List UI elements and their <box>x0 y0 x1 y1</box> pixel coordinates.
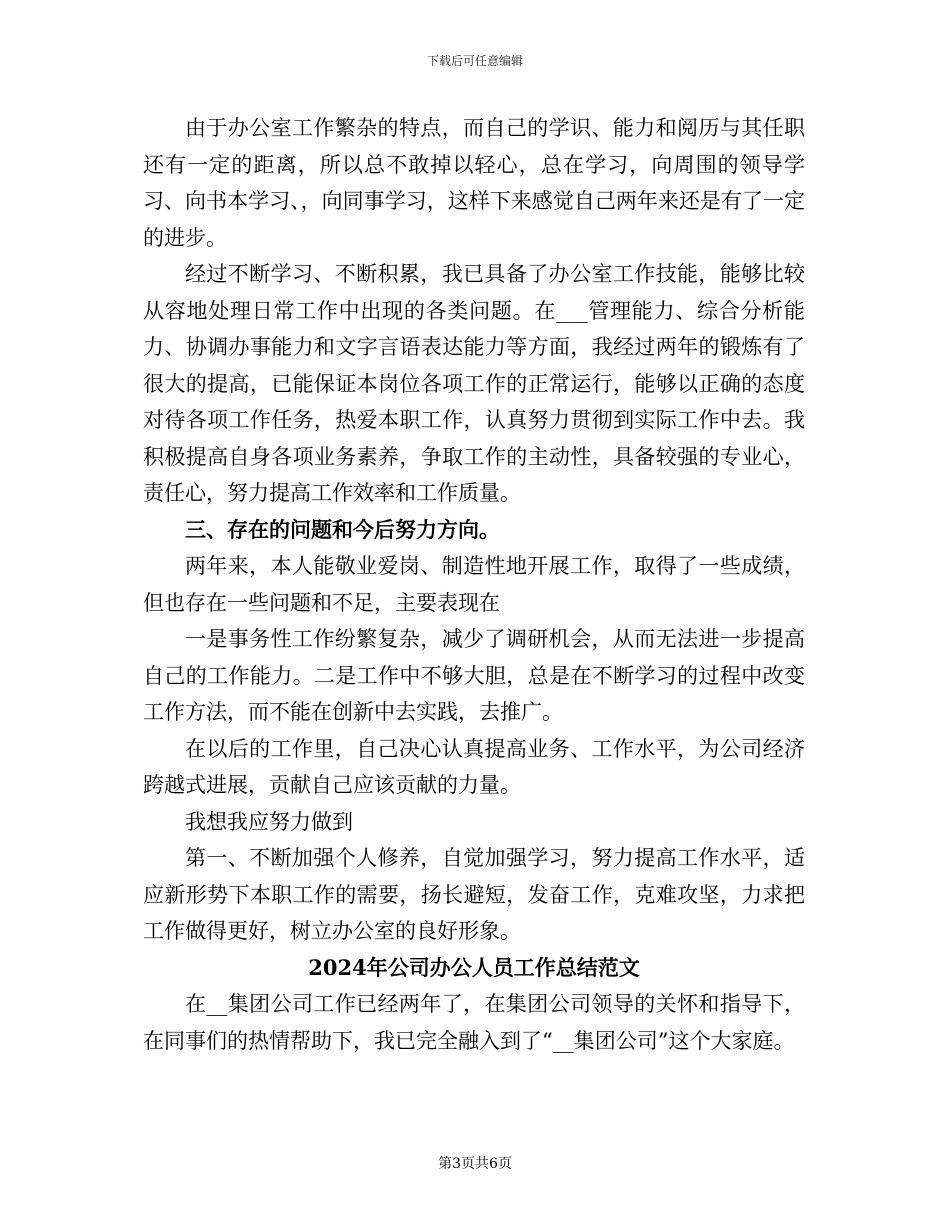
paragraph: 我想我应努力做到 <box>185 809 353 834</box>
paragraph: 在__集团公司工作已经两年了，在集团公司领导的关怀和指导下，在同事们的热情帮助下，我已完全融入到了“__集团公司”这个大家庭。 <box>143 992 805 1053</box>
paragraph: 一是事务性工作纷繁复杂，减少了调研机会，从而无法进一步提高自己的工作能力。二是工作中不够大胆，总是在不断学习的过程中改变工作方法，而不能在创新中去实践，去推广。 <box>143 627 805 724</box>
paragraph: 在以后的工作里，自己决心认真提高业务、工作水平，为公司经济跨越式进展，贡献自己应该贡献的力量。 <box>143 736 805 797</box>
document-title: 2024年公司办公人员工作总结范文 <box>308 954 640 980</box>
paragraph: 经过不断学习、不断积累，我已具备了办公室工作技能，能够比较从容地处理日常工作中出现的各类问题。在___管理能力、综合分析能力、协调办事能力和文字言语表达能力等方面，我经过两年的锻炼有了很大的提高，已能保证本岗位各项工作的正常运行，能够以正确的态度对待各项工作任务，热爱本职工作，认真努力贯彻到实际工作中去。我积极提高自身各项业务素养，争取工作的主动性，具备较强的专业心，责任心，努力提高工作效率和工作质量。 <box>143 262 805 505</box>
document-body <box>143 110 805 1059</box>
paragraph: 由于办公室工作繁杂的特点，而自己的学识、能力和阅历与其任职还有一定的距离，所以总不敢掉以轻心，总在学习，向周围的领导学习、向书本学习、，向同事学习，这样下来感觉自己两年来还是有了一定的进步。 <box>143 116 805 250</box>
page-header: 下载后可任意编辑 <box>426 54 523 68</box>
paragraph: 两年来，本人能敬业爱岗、制造性地开展工作，取得了一些成绩，但也存在一些问题和不足，主要表现在 <box>143 554 805 615</box>
section-heading: 三、存在的问题和今后努力方向。 <box>185 516 500 542</box>
page-number: 第3页共6页 <box>438 1156 512 1172</box>
paragraph: 第一、不断加强个人修养，自觉加强学习，努力提高工作水平，适应新形势下本职工作的需要，扬长避短，发奋工作，克难攻坚，力求把工作做得更好，树立办公室的良好形象。 <box>143 846 805 943</box>
